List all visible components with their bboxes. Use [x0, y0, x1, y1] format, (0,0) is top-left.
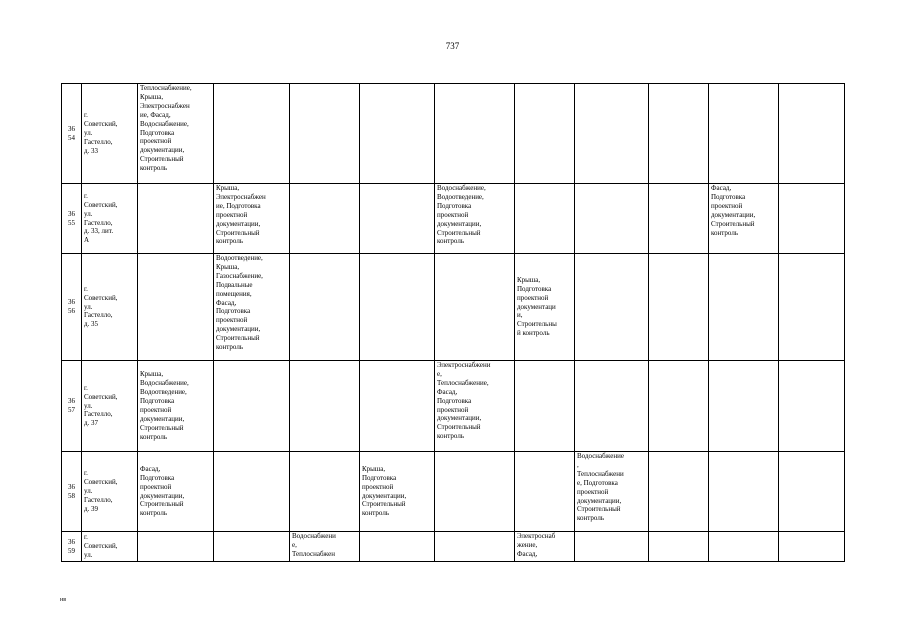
address-text: г. Советский, ул.: [84, 533, 118, 559]
work-cell: [138, 84, 214, 184]
address-cell: [82, 452, 138, 532]
work-cell: [575, 361, 649, 452]
work-cell: [138, 361, 214, 452]
row-number: 36 54: [68, 124, 75, 142]
address-cell: [82, 84, 138, 184]
address-cell: [82, 184, 138, 254]
work-cell: [779, 532, 845, 562]
work-cell: [649, 361, 709, 452]
work-cell: [290, 84, 360, 184]
work-cell: [709, 532, 779, 562]
work-cell: [575, 184, 649, 254]
work-cell: [360, 452, 435, 532]
address-text: г. Советский, ул. Гастелло, д. 35: [84, 284, 118, 329]
work-cell: [435, 532, 515, 562]
work-cell: [360, 254, 435, 361]
work-list-text: Фасад, Подготовка проектной документации, Строительный контроль: [140, 464, 185, 518]
address-cell: [82, 361, 138, 452]
work-cell: [435, 254, 515, 361]
work-cell: [515, 452, 575, 532]
work-cell: [709, 361, 779, 452]
work-cell: [290, 532, 360, 562]
row-number-cell: [62, 361, 82, 452]
work-list-text: Электроснаб жение, Фасад,: [517, 532, 556, 558]
table-row: [62, 532, 845, 562]
work-list-text: Теплоснабжение, Крыша, Электроснабжен ие, Фасад, Водоснабжение, Подготовка проектной документации, Строительный контроль: [140, 84, 192, 173]
work-cell: [290, 361, 360, 452]
work-cell: [360, 361, 435, 452]
row-number-cell: [62, 184, 82, 254]
table-row: [62, 361, 845, 452]
work-cell: [779, 452, 845, 532]
work-cell: [435, 452, 515, 532]
work-cell: [435, 184, 515, 254]
work-cell: [709, 452, 779, 532]
work-cell: [360, 84, 435, 184]
repair-schedule-table: [61, 83, 845, 562]
work-list-text: Водоснабжени е, Теплоснабжен: [292, 532, 336, 558]
table-row: [62, 254, 845, 361]
work-list-text: Крыша, Подготовка проектной документации, Строительный контроль: [362, 464, 407, 518]
table-row: [62, 452, 845, 532]
work-list-text: Крыша, Подготовка проектной документаци и, Строительны й контроль: [517, 275, 557, 338]
work-cell: [649, 254, 709, 361]
table-row: [62, 184, 845, 254]
address-text: г. Советский, ул. Гастелло, д. 39: [84, 469, 118, 513]
work-list-text: Водоснабжение , Теплоснабжени е, Подготовка проектной документации, Строительный контроль: [577, 452, 625, 523]
work-list-text: Крыша, Электроснабжен ие, Подготовка проектной документации, Строительный контроль: [216, 184, 266, 246]
work-cell: [779, 184, 845, 254]
row-number: 36 59: [68, 537, 75, 555]
work-cell: [435, 84, 515, 184]
address-text: г. Советский, ул. Гастелло, д. 37: [84, 383, 118, 428]
address-text: г. Советский, ул. Гастелло, д. 33, лит. А: [84, 191, 118, 245]
table-body: [62, 84, 845, 562]
work-cell: [515, 532, 575, 562]
row-number: 36 56: [68, 298, 75, 315]
work-cell: [214, 184, 290, 254]
work-list-text: Фасад, Подготовка проектной документации, Строительный контроль: [711, 184, 756, 237]
work-cell: [290, 254, 360, 361]
work-cell: [709, 84, 779, 184]
work-cell: [138, 254, 214, 361]
work-cell: [575, 84, 649, 184]
work-list-text: Крыша, Водоснабжение, Водоотведение, Подготовка проектной документации, Строительный контроль: [140, 370, 189, 441]
work-cell: [290, 452, 360, 532]
work-cell: [709, 184, 779, 254]
work-cell: [360, 184, 435, 254]
table-row: [62, 84, 845, 184]
row-number: 36 58: [68, 482, 75, 500]
work-list-text: Водоотведение, Крыша, Газоснабжение, Подвальные помещения, Фасад, Подготовка проектной документации, Строительный контроль: [216, 254, 263, 352]
work-cell: [214, 361, 290, 452]
work-cell: [138, 184, 214, 254]
work-cell: [649, 452, 709, 532]
work-cell: [649, 184, 709, 254]
work-cell: [649, 532, 709, 562]
work-cell: [779, 84, 845, 184]
work-cell: [779, 361, 845, 452]
work-cell: [360, 532, 435, 562]
work-cell: [515, 254, 575, 361]
work-cell: [779, 254, 845, 361]
row-number-cell: [62, 84, 82, 184]
work-cell: [290, 184, 360, 254]
address-text: г. Советский, ул. Гастелло, д. 33: [84, 111, 118, 155]
work-cell: [515, 184, 575, 254]
work-list-text: Водоснабжение, Водоотведение, Подготовка проектной документации, Строительный контроль: [437, 184, 486, 246]
row-number-cell: [62, 532, 82, 562]
footer-mark: нв: [60, 597, 67, 603]
work-cell: [709, 254, 779, 361]
work-cell: [649, 84, 709, 184]
row-number-cell: [62, 254, 82, 361]
address-cell: [82, 254, 138, 361]
work-cell: [515, 361, 575, 452]
work-cell: [138, 452, 214, 532]
address-cell: [82, 532, 138, 562]
work-cell: [214, 532, 290, 562]
row-number: 36 55: [68, 209, 75, 227]
work-cell: [515, 84, 575, 184]
work-cell: [575, 532, 649, 562]
work-cell: [575, 254, 649, 361]
work-list-text: Электроснабжени е, Теплоснабжение, Фасад, Подготовка проектной документации, Строительный контроль: [437, 361, 491, 441]
row-number-cell: [62, 452, 82, 532]
page-number: 737: [445, 41, 460, 51]
work-cell: [214, 84, 290, 184]
row-number: 36 57: [68, 397, 75, 414]
work-cell: [575, 452, 649, 532]
work-cell: [214, 452, 290, 532]
work-cell: [435, 361, 515, 452]
work-cell: [214, 254, 290, 361]
work-cell: [138, 532, 214, 562]
